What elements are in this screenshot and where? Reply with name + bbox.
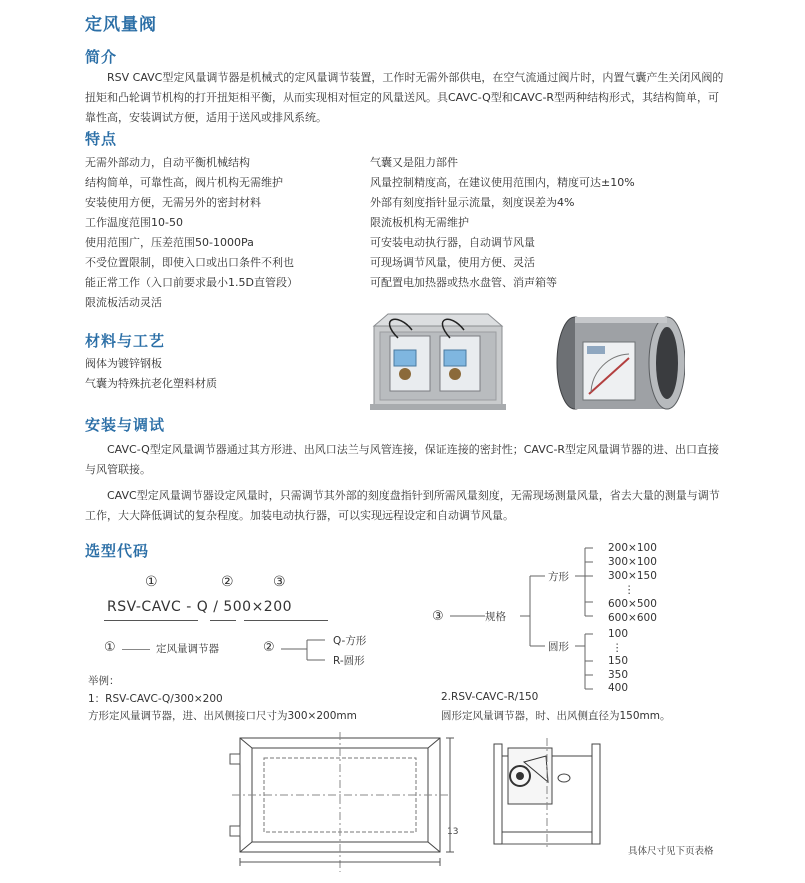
install-paragraph-1: CAVC-Q型定风量调节器通过其方形进、出风口法兰与风管连接，保证连接的密封性；CAVC-R型定风量调节器的进、出口直接与风管联接。	[85, 443, 720, 476]
square-label: 方形	[548, 571, 569, 583]
size-item: 150	[608, 655, 629, 667]
feature-item: 无需外部动力，自动平衡机械结构	[85, 156, 250, 169]
feature-item: 限流板活动灵活	[85, 296, 162, 309]
legend-2-marker: ②	[263, 640, 275, 655]
feature-item: 使用范围广，压差范围50-1000Pa	[85, 236, 254, 249]
spec-label: 规格	[485, 611, 506, 623]
feature-item: 能正常工作（入口前要求最小1.5D直管段）	[85, 276, 298, 289]
feature-item: 可配置电加热器或热水盘管、消声箱等	[370, 276, 557, 289]
legend-2-round: R-圆形	[333, 655, 365, 667]
code-slash: /	[213, 599, 219, 615]
feature-item: 外部有刻度指针显示流量，刻度误差为4%	[370, 196, 575, 209]
size-ellipsis: ⋮	[612, 641, 623, 654]
legend-1-line	[122, 649, 150, 650]
size-item: 300×150	[608, 570, 657, 582]
size-item: 600×600	[608, 612, 657, 624]
legend-3-marker: ③	[432, 609, 444, 624]
features-right-list	[370, 153, 730, 293]
intro-text: RSV CAVC型定风量调节器是机械式的定风量调节装置，工作时无需外部供电，在空气流通过阀片时，内置气囊产生关闭风阀的扭矩和凸轮调节机构的打开扭矩相平衡，从而实现相对恒定的风量送风。具CAVC-Q型和CAVC-R型两种结构形式，其结构简单，可靠性高，安装调试方便，适用于送风或排风系统。	[85, 71, 724, 124]
features-heading: 特点	[85, 130, 118, 148]
size-item: 300×100	[608, 556, 657, 568]
example-1-code: 1：RSV-CAVC-Q/300×200	[88, 693, 223, 705]
legend-2-bracket	[281, 634, 331, 666]
round-damper-photo	[545, 308, 685, 418]
size-item: 100	[608, 628, 629, 640]
material-item: 阀体为镀锌钢板	[85, 357, 162, 370]
legend-1-text: 定风量调节器	[156, 643, 219, 655]
legend-2-square: Q-方形	[333, 635, 367, 647]
materials-list	[85, 354, 217, 394]
size-item: 200×100	[608, 542, 657, 554]
features-left-list	[85, 153, 365, 313]
example-2-code: 2.RSV-CAVC-R/150	[441, 691, 539, 703]
code-dash: -	[186, 599, 192, 615]
code-prefix: RSV-CAVC	[107, 599, 182, 615]
examples-label: 举例：	[88, 675, 120, 687]
install-heading: 安装与调试	[85, 416, 166, 434]
feature-item: 限流板机构无需维护	[370, 216, 469, 229]
model-code	[107, 599, 292, 615]
feature-item: 可安装电动执行器，自动调节风量	[370, 236, 535, 249]
code-type: Q	[196, 599, 209, 615]
size-ellipsis: ⋮	[624, 584, 635, 596]
material-item: 气囊为特殊抗老化塑料材质	[85, 377, 217, 390]
size-item: 400	[608, 682, 629, 694]
square-sizes	[608, 541, 657, 625]
feature-item: 安装使用方便，无需另外的密封材料	[85, 196, 261, 209]
feature-item: 风量控制精度高，在建议使用范围内，精度可达±10%	[370, 176, 635, 189]
install-paragraph-2: CAVC型定风量调节器设定风量时，只需调节其外部的刻度盘指针到所需风量刻度，无需现场测量风量，省去大量的测量与调节工作，大大降低调试的复杂程度。加装电动执行器，可以实现远程设定和自动调节风量。	[85, 489, 720, 522]
dimension-label: 13	[447, 827, 459, 837]
example-1-text: 方形定风量调节器，进、出风侧接口尺寸为300×200mm	[88, 710, 357, 722]
size-item: 350	[608, 668, 629, 681]
marker-1: ①	[145, 574, 158, 590]
feature-item: 结构简单，可靠性高，阀片机构无需维护	[85, 176, 283, 189]
code-size: 500×200	[223, 599, 293, 615]
feature-item: 气囊又是阻力部件	[370, 156, 458, 169]
marker-2: ②	[221, 574, 234, 590]
round-damper-drawing	[488, 734, 608, 854]
feature-item: 不受位置限制，即使入口或出口条件不利也	[85, 256, 294, 269]
square-damper-drawing	[228, 730, 463, 875]
round-sizes	[608, 628, 628, 696]
square-damper-photo	[368, 308, 508, 413]
underline-2	[210, 620, 236, 621]
feature-item: 工作温度范围10-50	[85, 216, 183, 229]
example-2-text: 圆形定风量调节器，时、出风侧直径为150mm。	[441, 710, 671, 722]
size-item: 600×500	[608, 598, 657, 610]
underline-3	[244, 620, 328, 621]
marker-3: ③	[273, 574, 286, 590]
feature-item: 可现场调节风量，使用方便、灵活	[370, 256, 535, 269]
drawing-note: 具体尺寸见下页表格	[628, 846, 714, 857]
page-title: 定风量阀	[85, 15, 157, 35]
round-label: 圆形	[548, 641, 569, 653]
materials-heading: 材料与工艺	[85, 332, 166, 350]
intro-heading: 简介	[85, 48, 118, 66]
selection-heading: 选型代码	[85, 542, 150, 560]
underline-1	[104, 620, 198, 621]
legend-1-marker: ①	[104, 640, 116, 655]
spec-tree-lines	[445, 540, 625, 700]
